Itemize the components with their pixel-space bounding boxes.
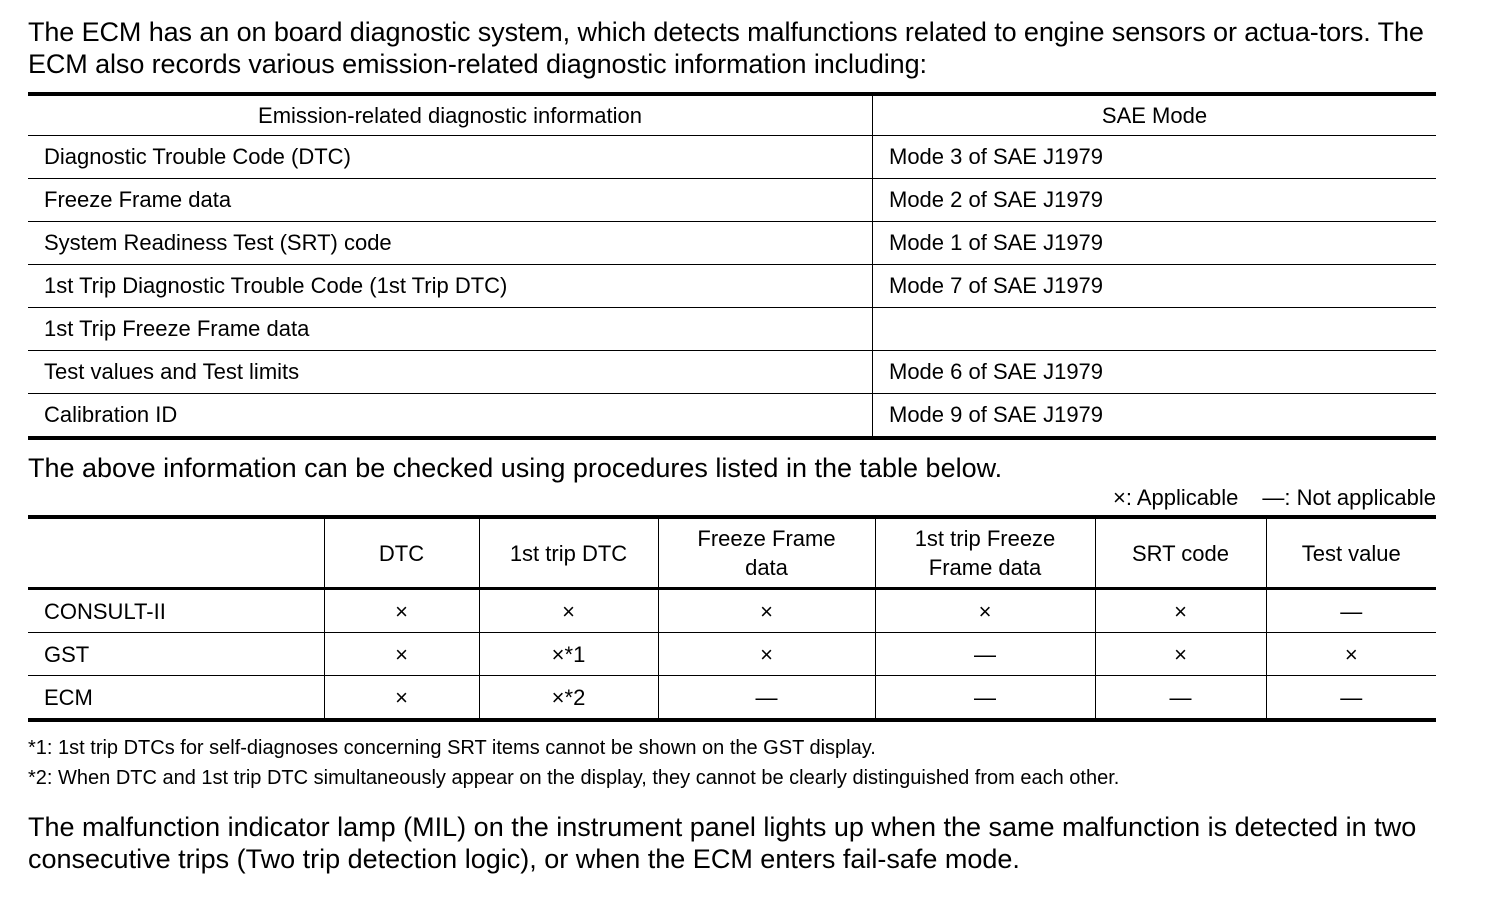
footnote-1: *1: 1st trip DTCs for self-diagnoses concerning SRT items cannot be shown on the GST display.	[28, 737, 876, 759]
table-cell: —	[1095, 676, 1266, 721]
column-header: DTC	[324, 517, 479, 589]
footnote-2: *2: When DTC and 1st trip DTC simultaneously appear on the display, they cannot be clearly distinguished from each other.	[28, 767, 1120, 789]
intro-paragraph: The ECM has an on board diagnostic system, which detects malfunctions related to engine sensors or actua-tors. The ECM also records various emission-related diagnostic information including:	[28, 17, 1424, 79]
table-cell: ×	[1266, 633, 1436, 676]
info-cell: 1st Trip Freeze Frame data	[28, 308, 873, 351]
column-header: SAE Mode	[873, 94, 1437, 136]
sae-mode-cell	[873, 308, 1437, 351]
info-cell: 1st Trip Diagnostic Trouble Code (1st Trip DTC)	[28, 265, 873, 308]
table-header-row	[28, 517, 1436, 589]
table-cell: ×	[658, 589, 875, 633]
tool-cell: ECM	[28, 676, 324, 721]
info-cell: Diagnostic Trouble Code (DTC)	[28, 136, 873, 179]
column-header: Test value	[1266, 517, 1436, 589]
tool-cell: CONSULT-II	[28, 589, 324, 633]
sae-mode-cell: Mode 6 of SAE J1979	[873, 351, 1437, 394]
info-cell: System Readiness Test (SRT) code	[28, 222, 873, 265]
table-row	[28, 222, 1436, 265]
footnotes	[28, 733, 1436, 793]
table-row	[28, 676, 1436, 721]
table-cell: ×	[324, 633, 479, 676]
column-header: 1st trip DTC	[479, 517, 658, 589]
table-cell: ×*2	[479, 676, 658, 721]
table-cell: ×	[1095, 633, 1266, 676]
table-cell: —	[1340, 684, 1363, 710]
procedure-intro-text: The above information can be checked using procedures listed in the table below.	[28, 453, 1003, 483]
table-cell: ×	[324, 589, 479, 633]
procedure-table	[28, 515, 1436, 722]
table-cell: —	[658, 676, 875, 721]
sae-mode-cell: Mode 3 of SAE J1979	[873, 136, 1437, 179]
table-cell: ×	[658, 633, 875, 676]
table-cell: ×*1	[479, 633, 658, 676]
table-cell: ×	[1095, 589, 1266, 633]
column-header: SRT code	[1095, 517, 1266, 589]
table-row	[28, 308, 1436, 351]
table-cell: —	[1266, 589, 1436, 633]
sae-mode-cell: Mode 9 of SAE J1979	[889, 402, 1104, 427]
info-cell: Freeze Frame data	[28, 179, 873, 222]
emission-info-table	[28, 92, 1436, 440]
document-page	[28, 0, 1436, 875]
info-cell: Calibration ID	[28, 394, 873, 439]
sae-mode-cell: Mode 1 of SAE J1979	[873, 222, 1437, 265]
table-header-row	[28, 94, 1436, 136]
table-row	[28, 633, 1436, 676]
table-row	[28, 351, 1436, 394]
legend	[28, 485, 1436, 511]
legend-applicable: ×: Applicable	[1112, 485, 1239, 510]
column-header: 1st trip Freeze Frame data	[875, 517, 1095, 589]
sae-mode-cell: Mode 7 of SAE J1979	[873, 265, 1437, 308]
sae-mode-cell: Mode 2 of SAE J1979	[873, 179, 1437, 222]
info-cell: Test values and Test limits	[28, 351, 873, 394]
table-cell: ×	[875, 589, 1095, 633]
column-header	[28, 517, 324, 589]
table-row	[28, 589, 1436, 633]
table-row	[28, 394, 1436, 439]
table-cell: —	[875, 676, 1095, 721]
tool-cell: GST	[28, 633, 324, 676]
table-cell: ×	[324, 676, 479, 721]
table-row	[28, 265, 1436, 308]
column-header: Freeze Frame data	[658, 517, 875, 589]
closing-paragraph: The malfunction indicator lamp (MIL) on the instrument panel lights up when the same malfunction is detected in two consecutive trips (Two trip detection logic), or when the ECM enters fail-safe mode.	[28, 812, 1417, 874]
table-row	[28, 179, 1436, 222]
column-header: Emission-related diagnostic information	[28, 94, 873, 136]
table-cell: —	[875, 633, 1095, 676]
legend-not-applicable: —: Not applicable	[1262, 485, 1436, 510]
table-row	[28, 136, 1436, 179]
table-cell: ×	[479, 589, 658, 633]
